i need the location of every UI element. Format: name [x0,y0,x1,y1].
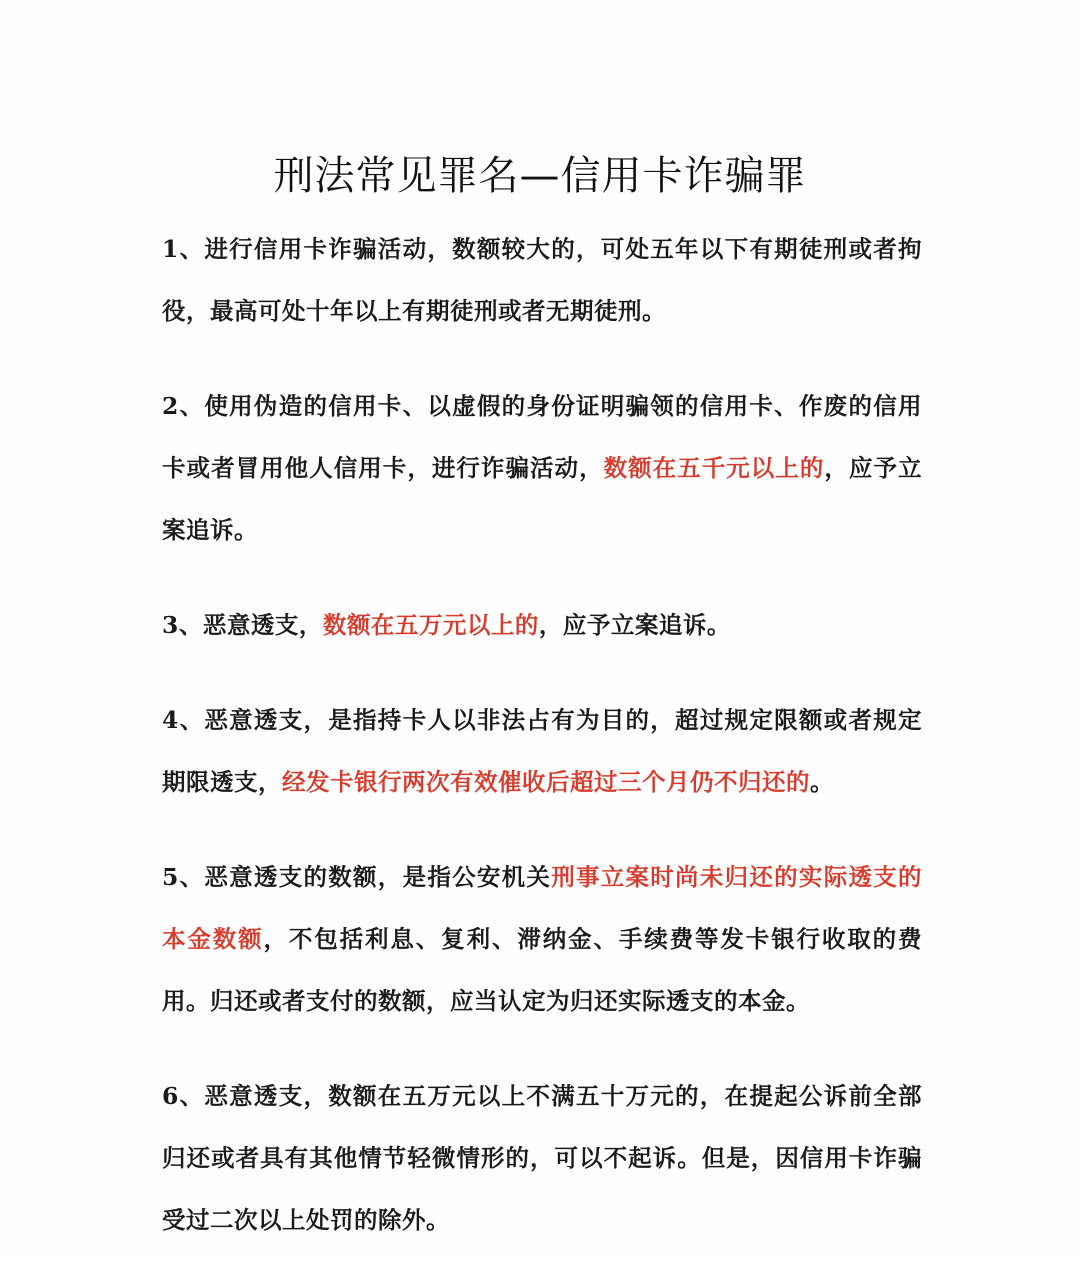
paragraph-4 [162,689,922,813]
highlighted-text: 刑事立案时尚未归还的实际透支的本金数额 [162,863,923,953]
paragraph-5 [162,846,922,1032]
paragraph-text: 1、进行信用卡诈骗活动，数额较大的，可处五年以下有期徒刑或者拘役，最高可处十年以上有期徒刑或者无期徒刑。 [162,235,922,325]
paragraph-text: ，应予立案追诉。 [538,611,731,639]
paragraph-text: 5、恶意透支的数额，是指公安机关 [162,863,552,891]
paragraph-text: 3、恶意透支， [162,611,323,639]
paragraph-text: 4、恶意透支，是指持卡人以非法占有为目的，超过规定限额或者规定期限透支， [162,706,922,796]
document-title: 刑法常见罪名—信用卡诈骗罪 [273,153,807,199]
paragraph-6 [162,1065,922,1251]
paragraph-text: 。 [810,768,834,796]
highlighted-text: 数额在五千元以上的 [603,454,825,482]
highlighted-text: 经发卡银行两次有效催收后超过三个月仍不归还的 [282,768,810,796]
paragraph-text: ，不包括利息、复利、滞纳金、手续费等发卡银行收取的费用。归还或者支付的数额，应当认定为归还实际透支的本金。 [162,925,923,1015]
paragraph-2 [162,375,922,561]
paragraph-3 [162,594,922,656]
paragraph-text: 6、恶意透支，数额在五万元以上不满五十万元的，在提起公诉前全部归还或者具有其他情节轻微情形的，可以不起诉。但是，因信用卡诈骗受过二次以上处罚的除外。 [162,1082,922,1234]
paragraph-text: 2、使用伪造的信用卡、以虚假的身份证明骗领的信用卡、作废的信用卡或者冒用他人信用卡，进行诈骗活动， [162,392,922,482]
paragraph-text: ，应予立案追诉。 [162,454,923,544]
document-body [162,218,922,1284]
highlighted-text: 数额在五万元以上的 [322,611,539,639]
paragraph-1 [162,218,922,342]
